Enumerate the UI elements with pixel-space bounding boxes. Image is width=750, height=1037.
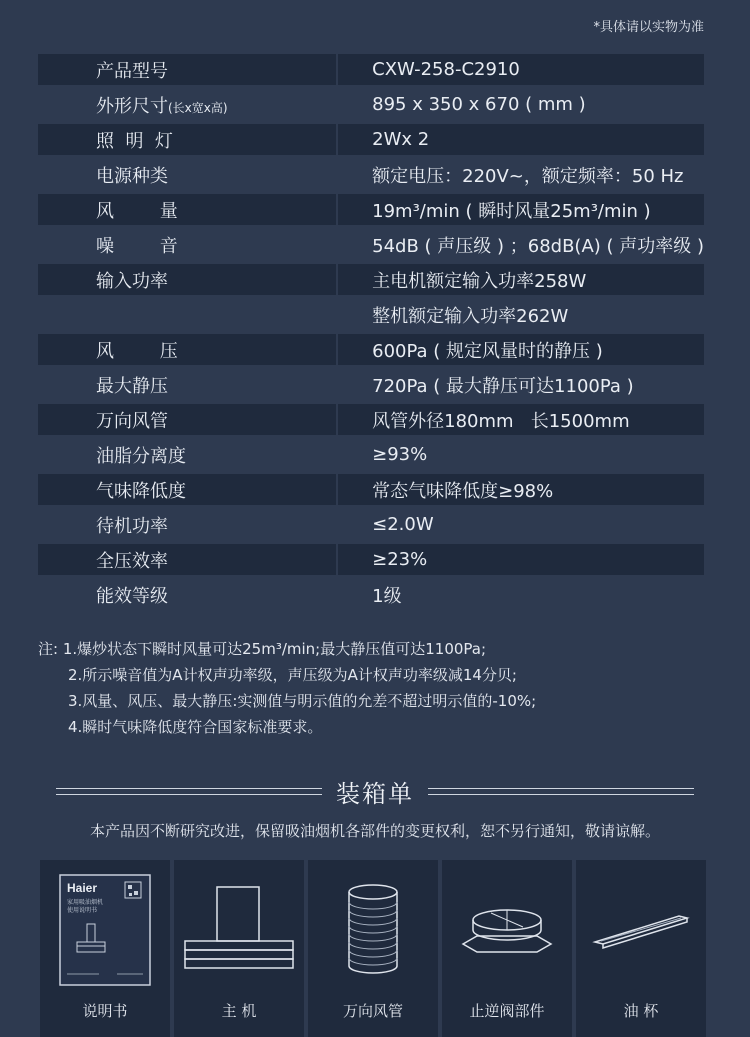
spec-value: 54dB ( 声压级 ) ；68dB(A) ( 声功率级 ) xyxy=(372,235,704,257)
spec-row xyxy=(38,404,704,435)
spec-label: 噪 音 xyxy=(38,229,338,260)
divider xyxy=(56,788,322,795)
spec-value: 主电机额定输入功率258W xyxy=(338,264,704,295)
spec-label: 待机功率 xyxy=(38,509,338,540)
spec-value: ≥93% xyxy=(372,444,428,465)
packing-list-title: 装箱单 xyxy=(336,780,414,808)
spec-label: 能效等级 xyxy=(38,579,338,610)
note-line: 4.瞬时气味降低度符合国家标准要求。 xyxy=(68,718,323,736)
spec-row xyxy=(38,299,704,330)
spec-value: 额定电压：220V~，额定频率：50 Hz xyxy=(372,165,684,187)
spec-row xyxy=(38,159,704,190)
top-note: *具体请以实物为准 xyxy=(593,20,704,35)
spec-label: 油脂分离度 xyxy=(38,439,338,470)
disclaimer: 本产品因不断研究改进，保留吸油烟机各部件的变更权利，恕不另行通知，敬请谅解。 xyxy=(89,822,660,840)
packing-item-oil-cup xyxy=(576,860,706,1037)
item-label: 说明书 xyxy=(82,1002,128,1020)
spec-row xyxy=(38,544,704,575)
spec-label xyxy=(38,299,338,330)
packing-list-header xyxy=(0,774,750,809)
spec-label: 全压效率 xyxy=(38,544,338,575)
spec-label: 照 明 灯 xyxy=(38,124,338,155)
spec-label-unit: (长x宽x高) xyxy=(168,100,228,115)
spec-row xyxy=(38,264,704,295)
spec-value: 19m³/min ( 瞬时风量25m³/min ) xyxy=(338,194,704,225)
packing-item-main-unit xyxy=(174,860,304,1037)
spec-label: 风 量 xyxy=(38,194,338,225)
spec-row xyxy=(38,54,704,85)
note-line: 3.风量、风压、最大静压:实测值与明示值的允差不超过明示值的-10%; xyxy=(68,692,537,710)
item-label: 止逆阀部件 xyxy=(469,1002,545,1020)
svg-text:家用吸油烟机: 家用吸油烟机 xyxy=(67,899,104,906)
spec-value: 720Pa ( 最大静压可达1100Pa ) xyxy=(372,375,634,397)
spec-label: 产品型号 xyxy=(38,54,338,85)
spec-label: 电源种类 xyxy=(38,159,338,190)
manual-brand: Haier xyxy=(67,881,98,895)
spec-value: ≥23% xyxy=(338,544,704,575)
packing-item-duct xyxy=(308,860,438,1037)
divider xyxy=(428,788,694,795)
packing-item-manual xyxy=(40,860,170,1037)
duct-icon xyxy=(343,882,403,978)
spec-value: 600Pa ( 规定风量时的静压 ) xyxy=(338,334,704,365)
spec-value: 2Wx 2 xyxy=(338,124,704,155)
spec-row xyxy=(38,334,704,365)
manual-icon xyxy=(59,874,151,986)
spec-label: 最大静压 xyxy=(38,369,338,400)
item-label: 万向风管 xyxy=(342,1002,403,1020)
spec-table xyxy=(38,50,704,614)
note-line: 注: 1.爆炒状态下瞬时风量可达25m³/min;最大静压值可达1100Pa; xyxy=(38,640,487,658)
range-hood-icon xyxy=(181,885,297,975)
spec-row xyxy=(38,124,704,155)
spec-value: 常态气味降低度≥98% xyxy=(338,474,704,505)
item-label: 油 杯 xyxy=(623,1002,659,1020)
spec-row xyxy=(38,439,704,470)
spec-value: ≤2.0W xyxy=(372,514,434,535)
notes xyxy=(38,636,536,740)
packing-item-check-valve xyxy=(442,860,572,1037)
spec-row xyxy=(38,509,704,540)
spec-value: 风管外径180mm 长1500mm xyxy=(338,404,704,435)
check-valve-icon xyxy=(457,900,557,960)
spec-label: 输入功率 xyxy=(38,264,338,295)
spec-value: 895 x 350 x 670 ( mm ) xyxy=(372,94,586,115)
spec-row xyxy=(38,229,704,260)
spec-label: 外形尺寸(长x宽x高) xyxy=(38,89,338,120)
spec-row xyxy=(38,89,704,120)
spec-row xyxy=(38,194,704,225)
spec-row xyxy=(38,579,704,610)
spec-row xyxy=(38,474,704,505)
spec-value: 整机额定输入功率262W xyxy=(372,305,569,327)
spec-label: 万向风管 xyxy=(38,404,338,435)
spec-value: 1级 xyxy=(372,585,402,607)
spec-value: CXW-258-C2910 xyxy=(338,54,704,85)
spec-label: 风 压 xyxy=(38,334,338,365)
spec-row xyxy=(38,369,704,400)
oil-cup-icon xyxy=(591,910,691,950)
note-line: 2.所示噪音值为A计权声功率级，声压级为A计权声功率级减14分贝; xyxy=(68,666,517,684)
item-label: 主 机 xyxy=(221,1002,257,1020)
svg-text:使用说明书: 使用说明书 xyxy=(67,907,98,914)
packing-items xyxy=(40,860,706,1037)
spec-label: 气味降低度 xyxy=(38,474,338,505)
